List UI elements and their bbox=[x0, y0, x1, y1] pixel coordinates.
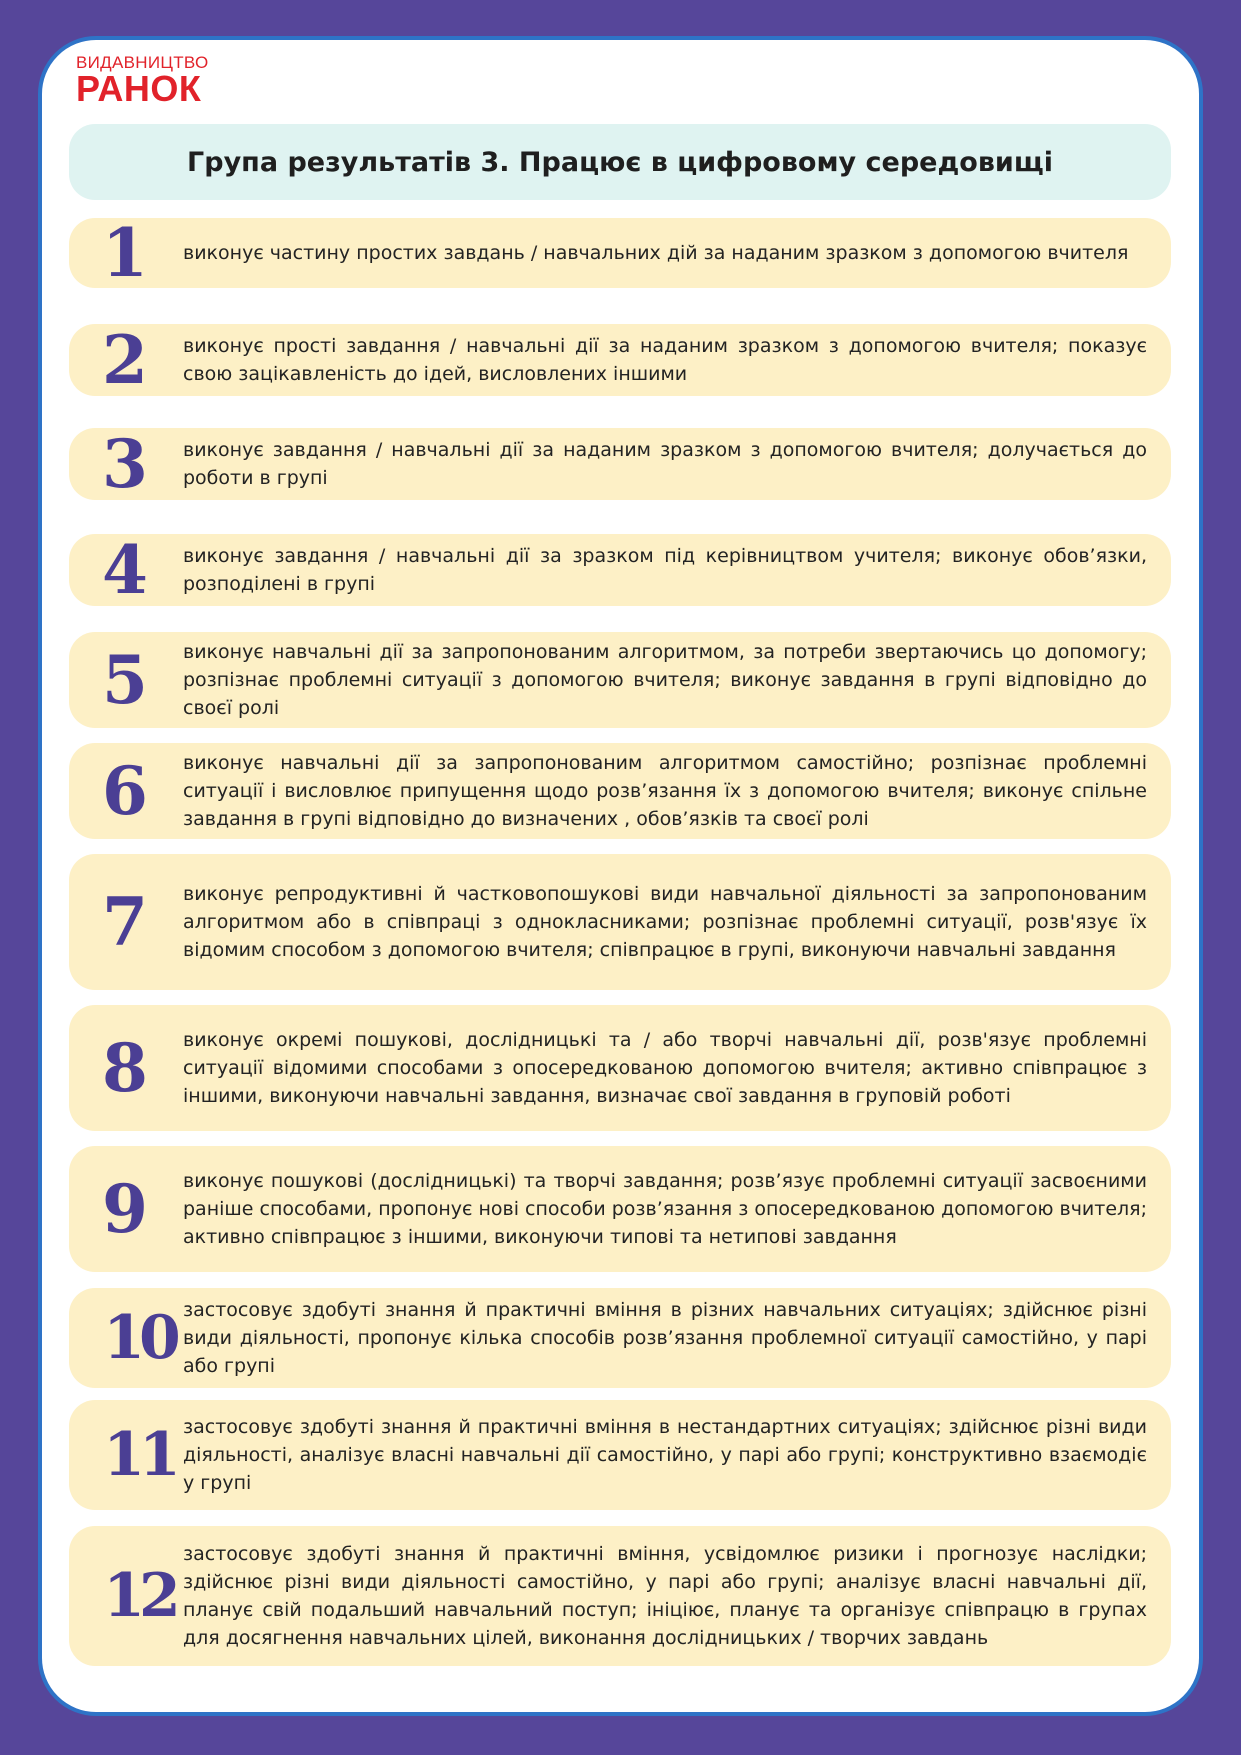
level-number: 6 bbox=[102, 752, 148, 830]
level-number: 2 bbox=[102, 321, 148, 399]
level-row-9 bbox=[69, 1146, 1171, 1272]
logo-top-text: ВИДАВНИЦТВО bbox=[76, 53, 209, 72]
level-description: застосовує здобуті знання й практичні вміння, усвідомлює ризики і прогнозує наслідки; здійснює різні види діяльності самостійно, у парі або групі; аналізує власні навчальні дії, планує свій подальший навчальний поступ; ініціює, планує та організує співпрацю в групах для досягнення навчальних цілей, виконання дослідницьких / творчих завдань bbox=[183, 1543, 1147, 1649]
level-description: застосовує здобуті знання й практичні вміння в різних навчальних ситуаціях; здійснює різні види діяльності, пропонує кілька способів розв’язання проблемної ситуації самостійно, у парі або групі bbox=[183, 1299, 1147, 1377]
level-number: 8 bbox=[102, 1029, 148, 1107]
level-row-12 bbox=[69, 1526, 1171, 1666]
level-row-8 bbox=[69, 1005, 1171, 1131]
level-description: виконує навчальні дії за запропонованим алгоритмом самостійно; розпізнає проблемні ситуації і висловлює припущення щодо розв’язання їх з допомогою вчителя; виконує спільне завдання в групі відповідно до визначених , обов’язків та своєї ролі bbox=[183, 752, 1147, 830]
level-number: 11 bbox=[103, 1420, 175, 1490]
level-description: виконує частину простих завдань / навчальних дій за наданим зразком з допомогою вчителя bbox=[183, 242, 1129, 264]
logo-main-text: РАНОК bbox=[76, 68, 202, 109]
level-number: 9 bbox=[102, 1170, 148, 1248]
level-row-6 bbox=[69, 743, 1171, 839]
level-description: виконує репродуктивні й частковопошукові види навчальної діяльності за запропонованим алгоритмом або в співпраці з однокласниками; розпізнає проблемні ситуації, розв'язує їх відомим способом з допомогою вчителя; співпрацює в групі, виконуючи навчальні завдання bbox=[183, 883, 1147, 961]
level-number: 7 bbox=[102, 883, 148, 961]
level-row-1 bbox=[69, 214, 1171, 292]
level-row-3 bbox=[69, 425, 1171, 503]
level-description: виконує прості завдання / навчальні дії за наданим зразком з допомогою вчителя; показує свою зацікавленість до ідей, висловлених іншими bbox=[183, 335, 1147, 385]
publisher-logo bbox=[76, 53, 209, 109]
level-row-10 bbox=[69, 1288, 1171, 1388]
level-description: виконує окремі пошукові, дослідницькі та / або творчі навчальні дії, розв'язує проблемні ситуації відомими способами з опосередкованою допомогою вчителя; активно співпрацює з іншими, виконуючи навчальні завдання, визначає свої завдання в груповій роботі bbox=[183, 1029, 1147, 1107]
title-bar bbox=[69, 124, 1171, 200]
level-row-4 bbox=[69, 531, 1171, 609]
level-description: виконує навчальні дії за запропонованим алгоритмом, за потреби звертаючись цо допомогу; розпізнає проблемні ситуації з допомогою вчителя; виконує завдання в групі відповідно до своєї ролі bbox=[183, 641, 1147, 719]
level-number: 12 bbox=[103, 1561, 175, 1631]
page-title: Група результатів 3. Працює в цифровому середовищі bbox=[187, 146, 1053, 178]
level-number: 10 bbox=[103, 1303, 175, 1373]
level-row-5 bbox=[69, 632, 1171, 728]
level-description: виконує завдання / навчальні дії за наданим зразком з допомогою вчителя; долучається до роботи в групі bbox=[183, 439, 1147, 489]
level-row-7 bbox=[69, 854, 1171, 990]
level-description: застосовує здобуті знання й практичні вміння в нестандартних ситуаціях; здійснює різні види діяльності, аналізує власні навчальні дії самостійно, у парі або групі; конструктивно взаємодіє у групі bbox=[183, 1416, 1147, 1494]
level-number: 4 bbox=[102, 531, 148, 609]
level-number: 1 bbox=[102, 214, 148, 292]
level-row-2 bbox=[69, 321, 1171, 399]
level-number: 5 bbox=[102, 641, 148, 719]
level-number: 3 bbox=[102, 425, 148, 503]
level-description: виконує пошукові (дослідницькі) та творчі завдання; розв’язує проблемні ситуації засвоєними раніше способами, пропонує нові способи розв’язання з опосередкованою допомогою вчителя; активно співпрацює з іншими, виконуючи типові та нетипові завдання bbox=[183, 1170, 1148, 1248]
level-row-11 bbox=[69, 1400, 1171, 1510]
level-description: виконує завдання / навчальні дії за зразком під керівництвом учителя; виконує обов’язки, розподілені в групі bbox=[183, 545, 1147, 595]
